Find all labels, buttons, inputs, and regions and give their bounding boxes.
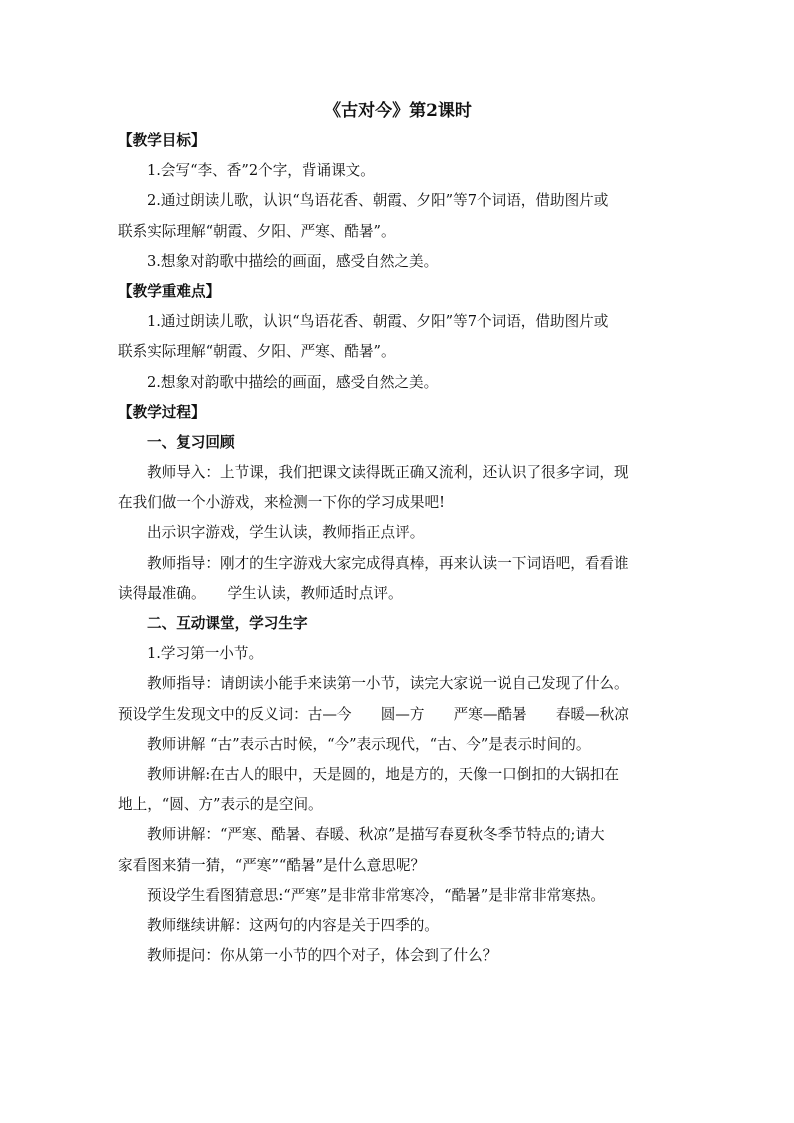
paragraph-line: 教师讲解：“严寒、酷暑、春暖、秋凉”是描写春夏秋冬季节特点的;请大 — [147, 826, 605, 844]
paragraph-line: 预设学生发现文中的反义词：古—今 圆—方 严寒—酷暑 春暖—秋凉 — [118, 705, 629, 723]
paragraph-line: 1.会写“李、香”2个字，背诵课文。 — [147, 162, 375, 180]
paragraph-line: 在我们做一个小游戏，来检测一下你的学习成果吧! — [118, 494, 445, 512]
paragraph-line: 教师讲解:在古人的眼中，天是圆的，地是方的，天像一口倒扣的大锅扣在 — [147, 765, 619, 783]
section-heading-key-points: 【教学重难点】 — [118, 282, 221, 300]
paragraph-line: 2.想象对韵歌中描绘的画面，感受自然之美。 — [147, 373, 439, 391]
section-heading-goals: 【教学目标】 — [118, 132, 206, 149]
paragraph-line: 教师指导：刚才的生字游戏大家完成得真棒，再来认读一下词语吧，看看谁 — [147, 554, 629, 572]
paragraph-line: 1.通过朗读儿歌，认识“鸟语花香、朝霞、夕阳”等7个词语，借助图片或 — [147, 313, 609, 331]
subsection-title-review: 一、复习回顾 — [147, 433, 235, 451]
paragraph-line: 家看图来猜一猜，“严寒”“酷暑”是什么意思呢？ — [118, 856, 426, 874]
paragraph-line: 读得最准确。 学生认读，教师适时点评。 — [118, 584, 403, 602]
paragraph-line: 2.通过朗读儿歌，认识“鸟语花香、朝霞、夕阳”等7个词语，借助图片或 — [147, 192, 609, 210]
paragraph-line: 预设学生看图猜意思:“严寒”是非常非常寒冷，“酷暑”是非常非常寒热。 — [147, 886, 605, 904]
paragraph-line: 教师指导：请朗读小能手来读第一小节，读完大家说一说自己发现了什么。 — [147, 675, 629, 693]
lesson-plan-body — [118, 96, 678, 971]
paragraph-line: 3.想象对韵歌中描绘的画面，感受自然之美。 — [147, 252, 439, 270]
page-title: 《古对今》第2课时 — [324, 101, 472, 121]
paragraph-line: 出示识字游戏，学生认读，教师指正点评。 — [147, 524, 425, 542]
paragraph-line: 教师讲解 “古”表示古时候，“今”表示现代，“古、今”是表示时间的。 — [147, 735, 591, 753]
paragraph-line: 地上，“圆、方”表示的是空间。 — [118, 796, 323, 814]
paragraph-line: 1.学习第一小节。 — [147, 645, 264, 663]
paragraph-line: 教师继续讲解：这两句的内容是关于四季的。 — [147, 916, 439, 934]
paragraph-line: 教师提问：你从第一小节的四个对子，体会到了什么？ — [147, 947, 498, 965]
paragraph-line: 教师导入：上节课，我们把课文读得既正确又流利，还认识了很多字词，现 — [147, 464, 629, 482]
subsection-title-interactive: 二、互动课堂，学习生字 — [147, 615, 308, 632]
paragraph-line: 联系实际理解“朝霞、夕阳、严寒、酷暑”。 — [118, 222, 396, 240]
section-heading-process: 【教学过程】 — [118, 403, 206, 421]
paragraph-line: 联系实际理解“朝霞、夕阳、严寒、酷暑”。 — [118, 343, 396, 361]
